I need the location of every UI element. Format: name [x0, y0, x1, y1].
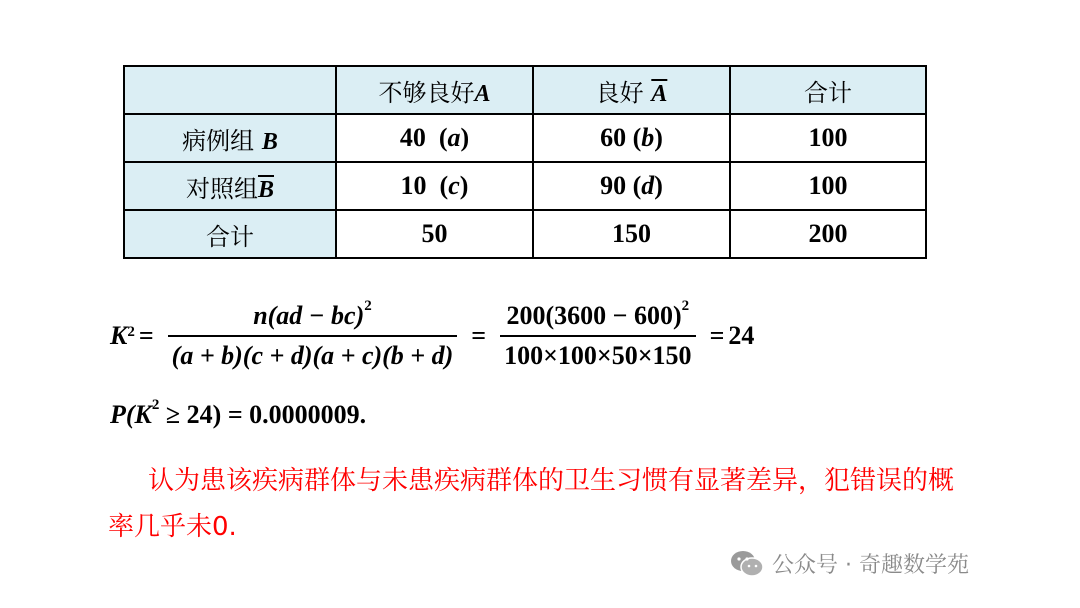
general-numerator-exp: 2: [364, 298, 372, 315]
numeric-denominator: 100×100×50×150: [500, 335, 695, 371]
row-label-total: 合计: [124, 210, 336, 258]
cell-control-total: 100: [730, 162, 926, 210]
table-header-row: [124, 66, 926, 114]
cell-total-not-good: 50: [336, 210, 533, 258]
header-not-good-var: A: [474, 80, 491, 107]
numeric-fraction: [500, 298, 695, 371]
cell-a-var: a: [447, 123, 461, 152]
watermark: [730, 548, 969, 579]
chi-square-formula: [110, 300, 754, 372]
header-corner: [124, 66, 336, 114]
header-good-var: $\overline{A}$: [651, 80, 668, 107]
cell-grand-total: 200: [730, 210, 926, 258]
cell-a: 40 (a): [336, 114, 533, 162]
formula-lhs-exp: 2: [127, 323, 135, 340]
header-not-good-text: 不够良好: [378, 78, 475, 107]
row-label-case-text: 病例组: [182, 126, 255, 155]
wechat-icon: [730, 549, 764, 579]
numeric-numerator-text: 200(3600 − 600): [506, 301, 682, 330]
cell-d-num: 90: [600, 171, 627, 200]
row-label-case: [124, 114, 336, 162]
table-row: [124, 114, 926, 162]
row-label-case-var: B: [261, 128, 278, 155]
cell-case-total: 100: [730, 114, 926, 162]
header-total: 合计: [730, 66, 926, 114]
cell-total-good: 150: [533, 210, 730, 258]
cell-c: 10 (c): [336, 162, 533, 210]
probability-line: [110, 397, 367, 430]
cell-c-var: c: [448, 171, 460, 200]
cell-a-num: 40: [399, 123, 426, 152]
conclusion-text: [108, 458, 978, 550]
header-not-good: [336, 66, 533, 114]
probability-var: K: [134, 400, 152, 429]
formula-result: 24: [728, 321, 755, 350]
cell-d: 90 (d): [533, 162, 730, 210]
general-numerator: [249, 298, 376, 335]
equals-sign: =: [138, 321, 154, 350]
watermark-text: 公众号 · 奇趣数学苑: [772, 553, 969, 578]
cell-c-num: 10: [400, 171, 427, 200]
probability-prefix: P(: [110, 400, 135, 429]
header-good: [533, 66, 730, 114]
cell-b-num: 60: [600, 123, 627, 152]
formula-lhs: K: [110, 321, 128, 350]
numeric-numerator: [503, 298, 694, 335]
header-good-text: 良好: [595, 78, 644, 107]
probability-exp: 2: [151, 397, 160, 414]
numeric-numerator-exp: 2: [681, 298, 690, 315]
probability-suffix: ≥ 24) = 0.0000009.: [159, 400, 367, 429]
cell-b: 60 (b): [533, 114, 730, 162]
equals-sign: =: [709, 321, 725, 350]
row-label-control-var: $\overline{B}$: [257, 176, 274, 203]
table-total-row: [124, 210, 926, 258]
row-label-control-text: 对照组: [185, 174, 258, 203]
row-label-control: [124, 162, 336, 210]
table-row: [124, 162, 926, 210]
general-fraction: [168, 298, 458, 371]
general-denominator: [168, 335, 458, 371]
cell-d-var: d: [641, 171, 655, 200]
cell-b-var: b: [641, 123, 655, 152]
contingency-table: [123, 65, 927, 259]
general-denominator-text: (a + b)(c + d)(a + c)(b + d): [171, 341, 454, 370]
equals-sign: =: [471, 321, 487, 350]
conclusion-body: 认为患该疾病群体与未患疾病群体的卫生习惯有显著差异，犯错误的概率几乎未0.: [108, 466, 955, 542]
general-numerator-text: n(ad − bc): [253, 301, 365, 330]
